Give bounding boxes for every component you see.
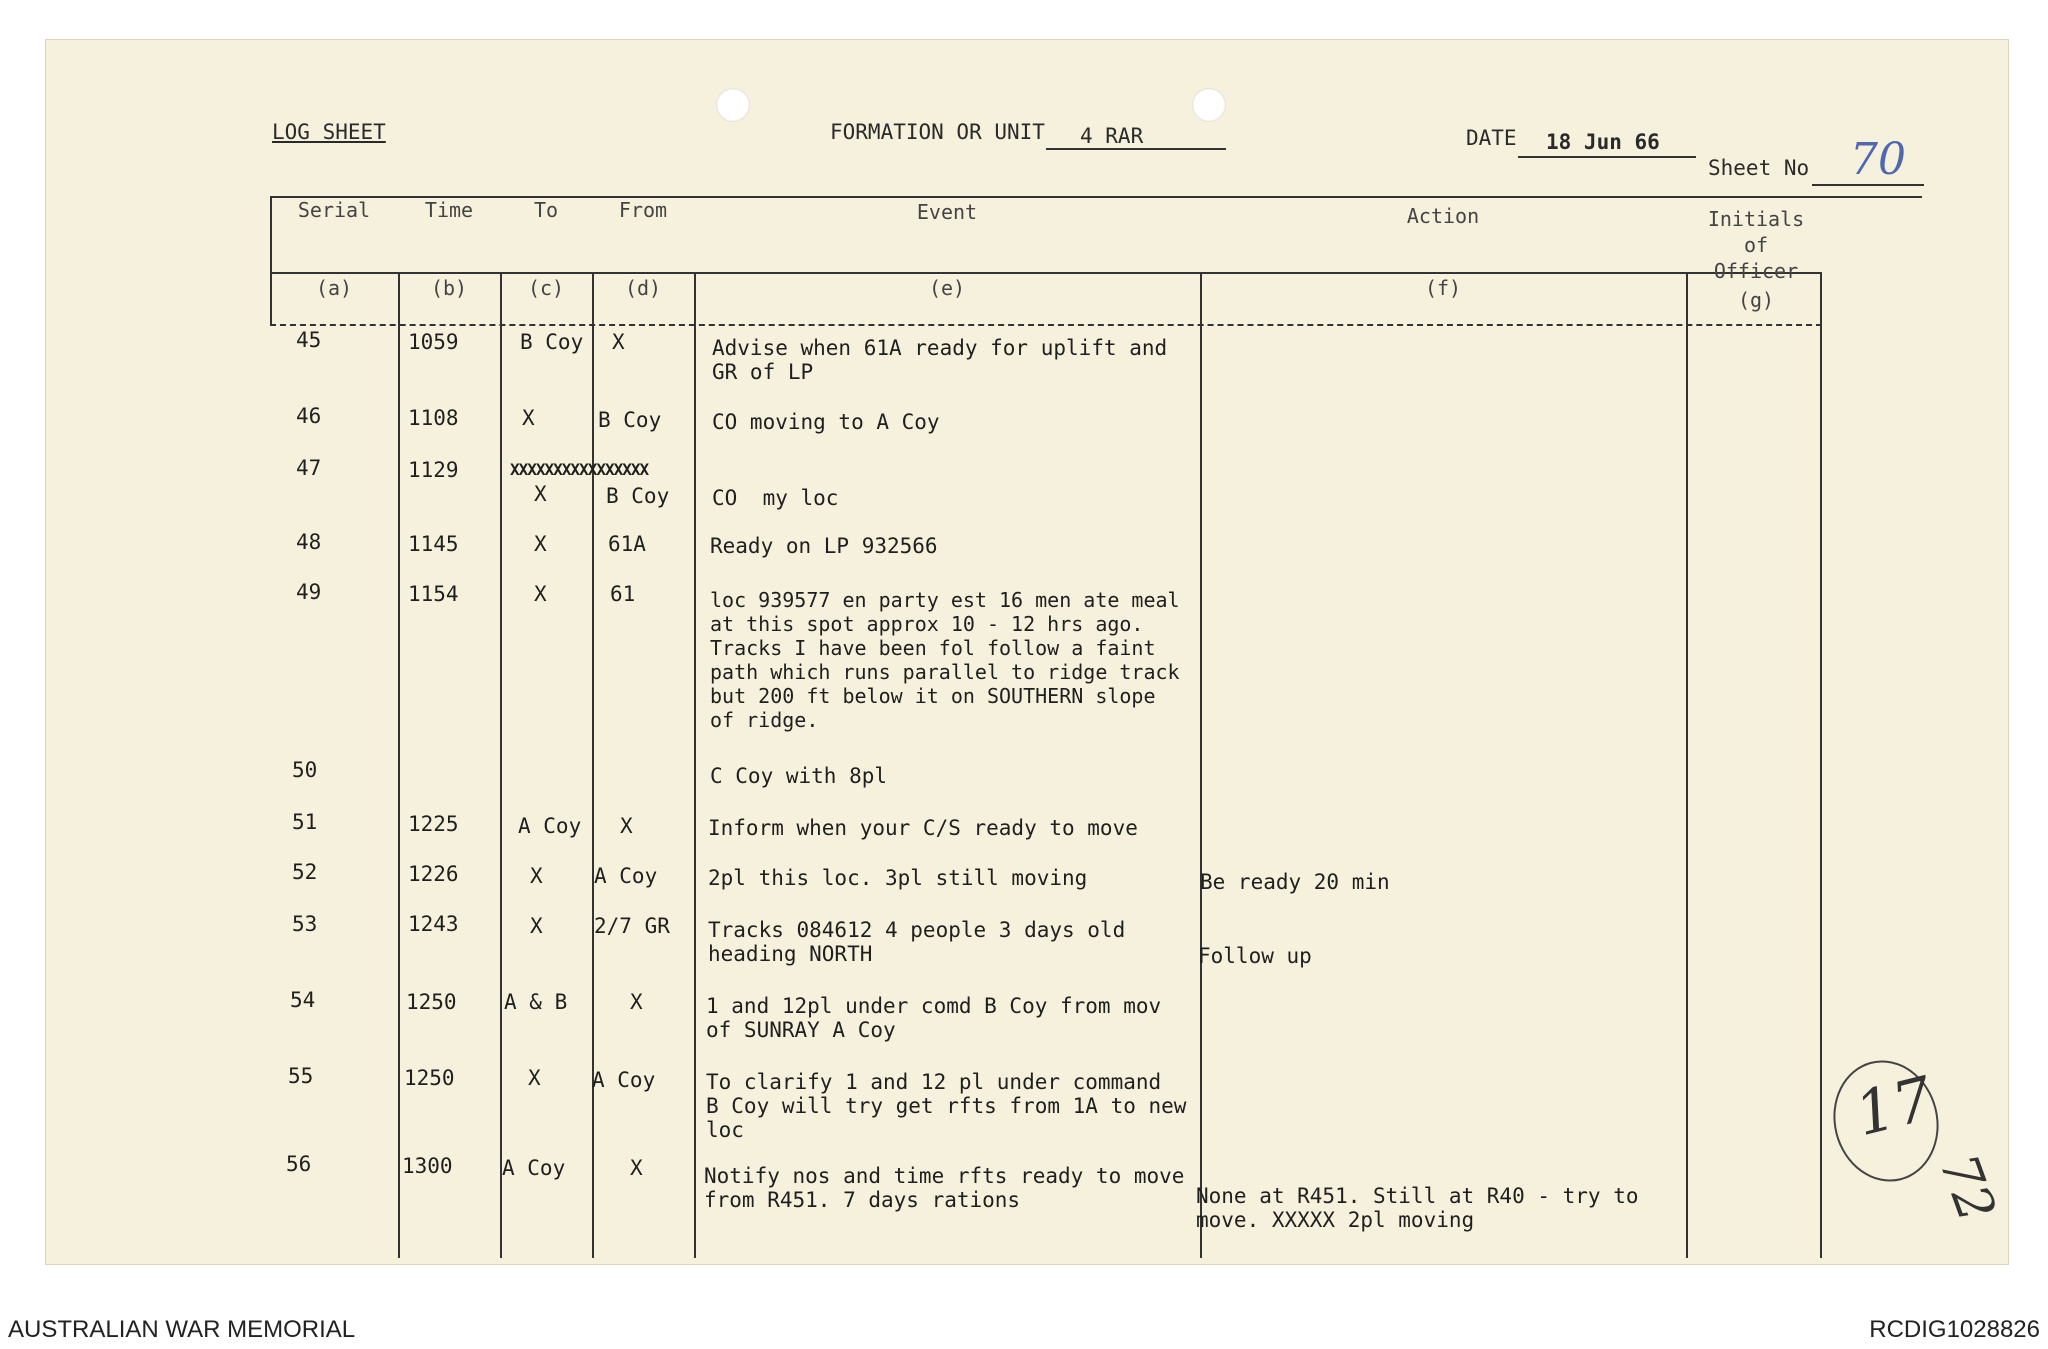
row-51-event: Inform when your C/S ready to move [708, 816, 1138, 840]
col-letter-c: (c) [527, 276, 565, 300]
col-divider-event [1200, 272, 1202, 1258]
row-46-event: CO moving to A Coy [712, 410, 940, 434]
col-letter-d: (d) [624, 276, 662, 300]
row-53-action: Follow up [1198, 944, 1312, 968]
row-49-event: loc 939577 en party est 16 men ate meal at this spot approx 10 - 12 hrs ago. Tracks I have been fol follow a faint path which runs parallel to ridge track but 200 ft below it on SOUTHERN slope of ridge. [710, 588, 1180, 732]
row-55-time: 1250 [404, 1066, 455, 1090]
row-46-to: X [522, 406, 535, 430]
col-divider-action [1686, 272, 1688, 1258]
row-56-event: Notify nos and time rfts ready to move from R451. 7 days rations [704, 1164, 1185, 1212]
col-letter-a: (a) [315, 276, 353, 300]
row-54-to: A & B [504, 990, 568, 1014]
row-55-serial: 55 [288, 1064, 314, 1088]
col-event-header: Event [916, 200, 978, 224]
col-from-header: From [618, 198, 668, 222]
row-54-from: X [630, 990, 643, 1014]
col-divider-serial [398, 272, 400, 1258]
row-48-from: 61A [608, 532, 646, 556]
formation-label: FORMATION OR UNIT [830, 120, 1045, 144]
sheet-no-underline [1812, 184, 1924, 186]
row-53-event: Tracks 084612 4 people 3 days old heading NORTH [708, 918, 1126, 966]
punch-hole-right [1192, 88, 1226, 122]
row-47-serial: 47 [296, 456, 322, 480]
row-49-time: 1154 [408, 582, 459, 606]
row-56-from: X [630, 1156, 643, 1180]
row-52-time: 1226 [408, 862, 459, 886]
row-51-serial: 51 [292, 810, 318, 834]
row-52-from: A Coy [594, 864, 658, 888]
row-50-serial: 50 [292, 758, 318, 782]
row-48-event: Ready on LP 932566 [710, 534, 938, 558]
col-letter-g: (g) [1737, 288, 1775, 312]
date-label: DATE [1466, 126, 1517, 150]
row-53-time: 1243 [408, 912, 459, 936]
row-54-serial: 54 [290, 988, 316, 1012]
row-45-time: 1059 [408, 330, 459, 354]
row-45-from: X [612, 330, 625, 354]
row-46-time: 1108 [408, 406, 459, 430]
col-time-header: Time [424, 198, 474, 222]
col-letter-b: (b) [430, 276, 468, 300]
row-54-time: 1250 [406, 990, 457, 1014]
circled-folio-number: 17 [1848, 1063, 1940, 1151]
row-46-from: B Coy [598, 408, 662, 432]
sheet-no-label: Sheet No [1708, 156, 1810, 180]
sheet-no-value: 70 [1850, 134, 1906, 185]
col-letter-e: (e) [928, 276, 966, 300]
row-53-to: X [530, 914, 543, 938]
row-56-to: A Coy [502, 1156, 566, 1180]
row-49-to: X [534, 582, 547, 606]
row-48-serial: 48 [296, 530, 322, 554]
footer-institution: AUSTRALIAN WAR MEMORIAL [8, 1316, 356, 1343]
row-51-to: A Coy [518, 814, 582, 838]
row-52-event: 2pl this loc. 3pl still moving [708, 866, 1088, 890]
header-divider [270, 272, 1822, 274]
col-initials-header: Initials of Officer [1707, 207, 1805, 283]
letters-divider [270, 324, 1822, 326]
row-48-time: 1145 [408, 532, 459, 556]
formation-underline [1046, 148, 1226, 150]
col-letter-f: (f) [1424, 276, 1462, 300]
row-46-serial: 46 [296, 404, 322, 428]
row-53-from: 2/7 GR [594, 914, 670, 938]
formation-value: 4 RAR [1080, 124, 1144, 148]
row-51-time: 1225 [408, 812, 459, 836]
row-49-serial: 49 [296, 580, 322, 604]
row-56-serial: 56 [286, 1152, 312, 1176]
sheet-title: LOG SHEET [272, 120, 386, 144]
row-56-action: None at R451. Still at R40 - try to move. XXXXX 2pl moving [1196, 1184, 1639, 1232]
row-49-from: 61 [610, 582, 636, 606]
row-53-serial: 53 [292, 912, 318, 936]
row-47-to: X [534, 482, 547, 506]
row-50-event: C Coy with 8pl [710, 764, 888, 788]
col-divider-initials [1820, 272, 1822, 1258]
row-45-to: B Coy [520, 330, 584, 354]
col-divider-from [694, 272, 696, 1258]
row-55-to: X [528, 1066, 541, 1090]
row-51-from: X [620, 814, 633, 838]
col-action-header: Action [1406, 204, 1480, 228]
row-52-to: X [530, 864, 543, 888]
col-to-header: To [533, 198, 559, 222]
punch-hole-left [716, 88, 750, 122]
col-serial-header: Serial [297, 198, 371, 222]
col-divider-to [592, 272, 594, 1258]
page-mark: 72 [1927, 1146, 2007, 1230]
row-45-event: Advise when 61A ready for uplift and GR of LP [712, 336, 1168, 384]
row-52-action: Be ready 20 min [1200, 870, 1390, 894]
row-52-serial: 52 [292, 860, 318, 884]
footer-catalogue-id: RCDIG1028826 [1869, 1316, 2040, 1343]
date-value: 18 Jun 66 [1546, 130, 1660, 154]
row-47-time: 1129 [408, 458, 459, 482]
row-47-from: B Coy [606, 484, 670, 508]
row-47-struck-out: XXXXXXXXXXXXXXXX [510, 460, 649, 479]
row-48-to: X [534, 532, 547, 556]
row-56-time: 1300 [402, 1154, 453, 1178]
row-47-event: CO my loc [712, 486, 839, 510]
row-54-event: 1 and 12pl under comd B Coy from mov of SUNRAY A Coy [706, 994, 1162, 1042]
row-45-serial: 45 [296, 328, 322, 352]
row-55-event: To clarify 1 and 12 pl under command B Coy will try get rfts from 1A to new loc [706, 1070, 1187, 1142]
row-55-from: A Coy [592, 1068, 656, 1092]
date-underline [1518, 156, 1696, 158]
col-divider-time [500, 272, 502, 1258]
